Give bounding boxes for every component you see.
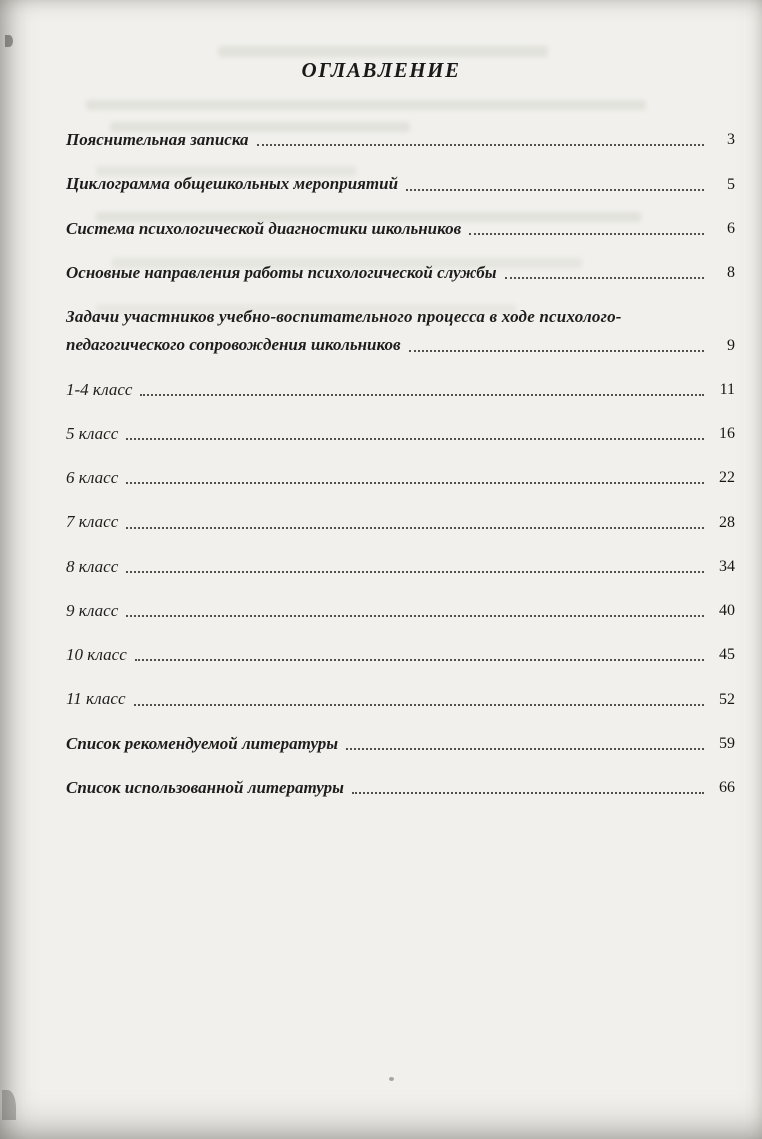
scan-speck [2, 1090, 16, 1120]
dot-leader [135, 659, 704, 661]
toc-entry-page-number: 16 [719, 425, 735, 442]
toc-entry-page-number: 66 [719, 779, 735, 796]
toc-entry-label: Циклограмма общешкольных мероприятий [66, 174, 399, 194]
bleedthrough-smudge [218, 46, 548, 57]
dot-leader [126, 571, 704, 573]
toc-entry-page-number: 9 [727, 336, 735, 354]
dot-leader [126, 482, 704, 484]
toc-entry-label: 5 класс [66, 423, 119, 443]
toc-entry-page-number: 8 [727, 264, 735, 281]
toc-entry-page-number: 11 [719, 380, 735, 398]
toc-entry [66, 556, 735, 577]
toc-entry [66, 129, 735, 150]
toc-entry [66, 511, 735, 532]
toc-entry-label: 1-4 класс [66, 379, 133, 399]
toc-entry-page-number: 5 [727, 175, 735, 193]
toc-entry-page-number: 22 [719, 469, 735, 487]
dot-leader [505, 277, 704, 279]
dot-leader [346, 748, 704, 750]
bleedthrough-smudge [86, 100, 646, 110]
toc-entry [66, 306, 735, 356]
scan-speck [5, 35, 13, 47]
toc-entry [66, 644, 735, 665]
dot-leader [126, 615, 704, 617]
scan-speck [389, 1077, 394, 1081]
toc-entry [66, 600, 735, 621]
dot-leader [406, 189, 704, 191]
toc-entry-label: Пояснительная записка [66, 130, 249, 149]
toc-entry-page-number: 52 [719, 690, 735, 708]
toc-entry [66, 688, 735, 709]
toc-entry-page-number: 40 [719, 602, 735, 619]
toc-entry-label: Список использованной литературы [66, 777, 344, 797]
dot-leader [126, 527, 704, 529]
toc-entry-label: Список рекомендуемой литературы [66, 733, 339, 753]
toc-entry [66, 777, 735, 798]
toc-entry [66, 218, 735, 239]
toc-entry-label: 6 класс [66, 468, 119, 487]
toc-entry [66, 423, 735, 444]
toc-entry-page-number: 45 [719, 646, 735, 664]
toc-entry-page-number: 3 [727, 131, 735, 149]
toc-entry-page-number: 6 [727, 219, 735, 237]
toc-entry-label: Система психологической диагностики школьников [66, 218, 462, 238]
toc-entry-label: 7 класс [66, 512, 119, 532]
dot-leader [134, 704, 705, 706]
toc-entry-label: 9 класс [66, 600, 119, 620]
toc-entry-label-line1: Задачи участников учебно-воспитательного процесса в ходе психолого- [66, 307, 622, 326]
dot-leader [409, 350, 704, 352]
dot-leader [257, 144, 704, 146]
toc-entry [66, 733, 735, 754]
toc-entry [66, 467, 735, 488]
dot-leader [126, 438, 704, 440]
dot-leader [469, 233, 704, 235]
toc-entry-label: педагогического сопровождения школьников [66, 335, 401, 355]
dot-leader [140, 394, 704, 396]
toc-list [66, 129, 735, 798]
toc-entry-label: 8 класс [66, 556, 119, 576]
toc-entry-label: 10 класс [66, 645, 127, 664]
toc-entry-label: Основные направления работы психологической службы [66, 262, 497, 282]
page-title: ОГЛАВЛЕНИЕ [301, 58, 461, 82]
toc-entry [66, 262, 735, 283]
toc-entry-label: 11 класс [66, 689, 126, 709]
toc-entry [66, 173, 735, 194]
toc-entry [66, 379, 735, 400]
dot-leader [352, 792, 704, 794]
toc-entry-page-number: 28 [719, 513, 735, 531]
toc-entry-page-number: 34 [719, 557, 735, 575]
toc-entry-page-number: 59 [719, 734, 735, 752]
